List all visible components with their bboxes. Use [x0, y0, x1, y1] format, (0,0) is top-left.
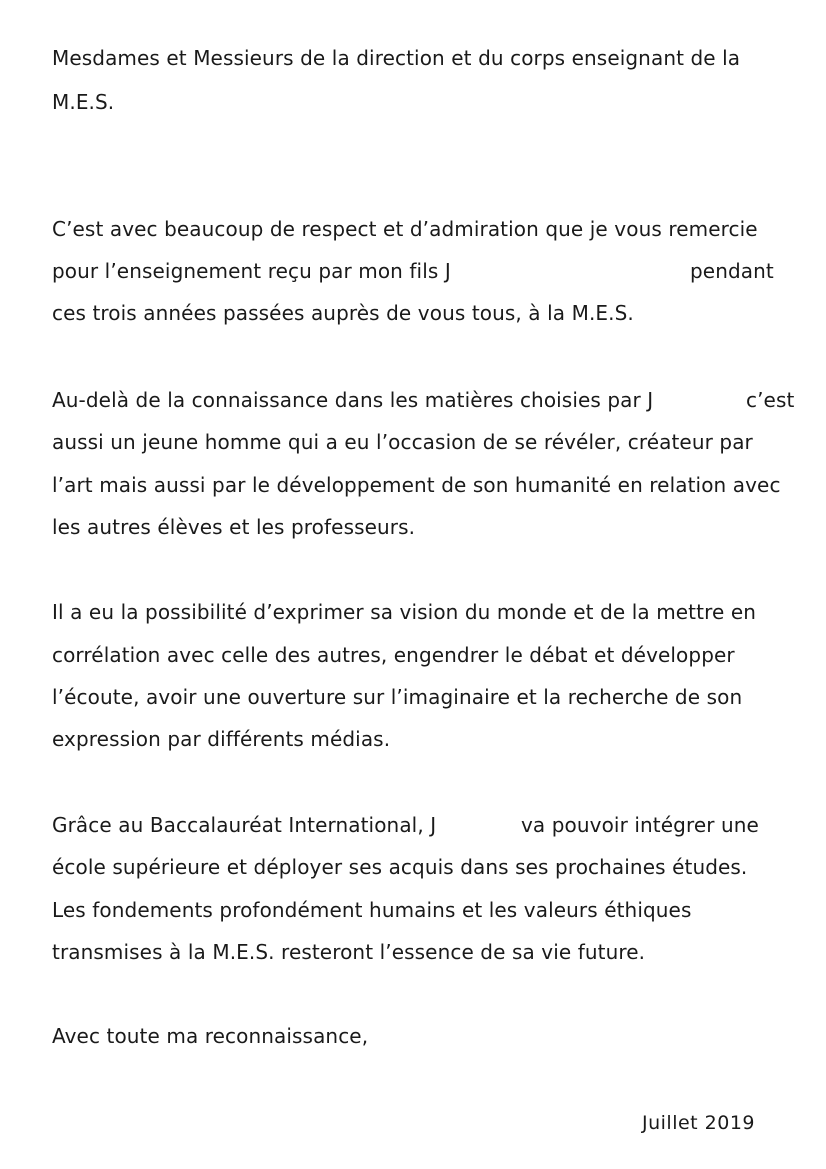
letter-date: Juillet 2019 [642, 1112, 756, 1134]
paragraph-3-line-2: corrélation avec celle des autres, engendrer le débat et développer [52, 643, 735, 667]
paragraph-1-line-2b: pendant [690, 259, 774, 283]
paragraph-2-line-1a: Au-delà de la connaissance dans les matières choisies par J [52, 388, 654, 412]
paragraph-4-line-1a: Grâce au Baccalauréat International, J [52, 813, 437, 837]
paragraph-2-line-4: les autres élèves et les professeurs. [52, 515, 416, 539]
paragraph-3-line-1: Il a eu la possibilité d’exprimer sa vision du monde et de la mettre en [52, 600, 756, 624]
paragraph-4-line-1b: va pouvoir intégrer une [521, 813, 759, 837]
salutation-line-2: M.E.S. [52, 90, 115, 114]
paragraph-1-line-3: ces trois années passées auprès de vous tous, à la M.E.S. [52, 301, 634, 325]
paragraph-3-line-4: expression par différents médias. [52, 727, 391, 751]
paragraph-2-line-1b: c’est [746, 388, 795, 412]
paragraph-1-line-2a: pour l’enseignement reçu par mon fils J [52, 259, 451, 283]
paragraph-2-line-2: aussi un jeune homme qui a eu l’occasion de se révéler, créateur par [52, 430, 753, 454]
paragraph-1-line-1: C’est avec beaucoup de respect et d’admiration que je vous remercie [52, 217, 758, 241]
paragraph-4-line-4: transmises à la M.E.S. resteront l’essence de sa vie future. [52, 940, 646, 964]
paragraph-4-line-3: Les fondements profondément humains et les valeurs éthiques [52, 898, 692, 922]
paragraph-4-line-2: école supérieure et déployer ses acquis dans ses prochaines études. [52, 855, 748, 879]
closing-line: Avec toute ma reconnaissance, [52, 1024, 369, 1048]
paragraph-3-line-3: l’écoute, avoir une ouverture sur l’imaginaire et la recherche de son [52, 685, 743, 709]
salutation-line-1: Mesdames et Messieurs de la direction et du corps enseignant de la [52, 46, 741, 70]
paragraph-2-line-3: l’art mais aussi par le développement de son humanité en relation avec [52, 473, 781, 497]
